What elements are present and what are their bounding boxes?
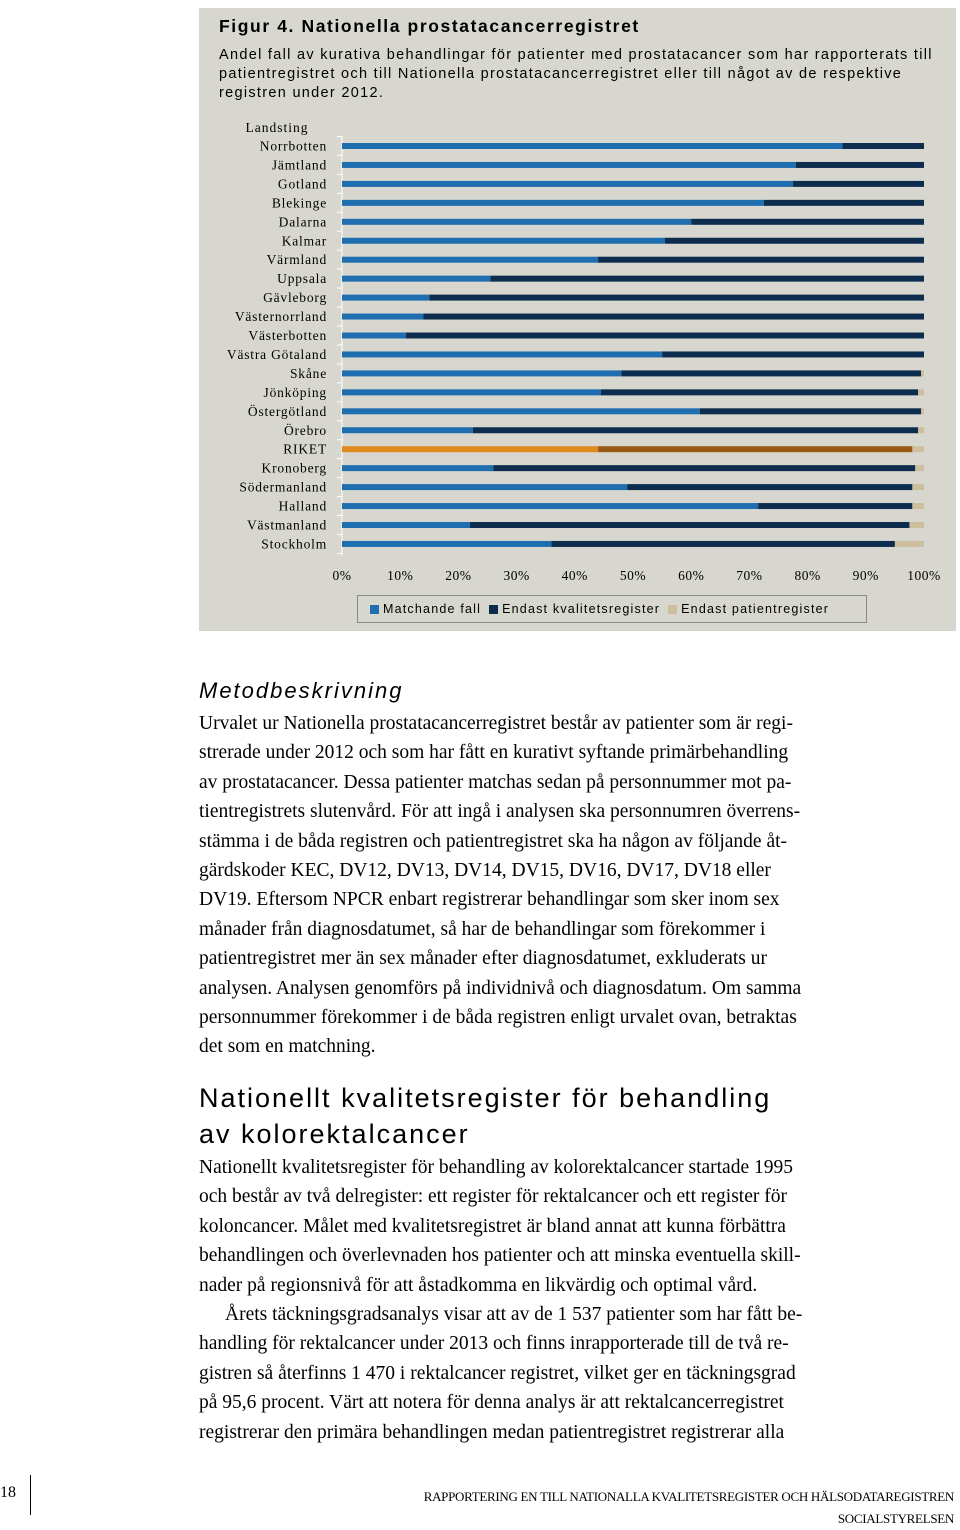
bar-segment — [621, 370, 921, 376]
category-label: Värmland — [266, 252, 327, 268]
kolorektal-line: Nationellt kvalitetsregister för behandling av kolorektalcancer startade 1995 — [199, 1157, 793, 1178]
kolorektal-paragraph-1 — [199, 1153, 954, 1300]
bar-segment — [490, 276, 924, 282]
bar-segment — [918, 427, 924, 433]
category-label: Jämtland — [271, 157, 327, 173]
bar-segment — [764, 200, 924, 206]
page-number: 18 — [0, 1484, 16, 1501]
category-label: Västmanland — [246, 517, 327, 533]
bar-segment — [909, 522, 924, 528]
category-label: Halland — [278, 498, 327, 514]
bar-segment — [342, 446, 598, 452]
bar-segment — [470, 522, 909, 528]
kolorektal-heading — [199, 1080, 899, 1152]
bar-segment — [342, 238, 665, 244]
kolorektal-line: handling för rektalcancer under 2013 och finns inrapporterade till de två re- — [199, 1333, 789, 1355]
kolorektal-line: på 95,6 procent. Värt att notera för denna analys är att rektalcancerregistret — [199, 1392, 784, 1414]
kolorektal-paragraph-2 — [199, 1300, 954, 1447]
bar-segment — [342, 351, 662, 357]
bar-segment — [601, 389, 918, 395]
x-tick-label: 100% — [907, 568, 941, 583]
bar-segment — [665, 238, 924, 244]
metod-line: gärdskoder KEC, DV12, DV13, DV14, DV15, DV16, DV17, DV18 eller — [199, 860, 771, 882]
metod-line: DV19. Eftersom NPCR enbart registrerar behandlingar som sker inom sex — [199, 889, 780, 911]
bar-segment — [342, 333, 406, 339]
kolorektal-heading-line: av kolorektalcancer — [199, 1119, 470, 1149]
legend-swatch-kvalitetsregister — [489, 605, 498, 614]
category-label: Kronoberg — [261, 460, 327, 476]
bar-segment — [342, 200, 764, 206]
x-tick-label: 80% — [794, 568, 821, 583]
legend-label-matchande: Matchande fall — [383, 602, 482, 616]
category-label: Jönköping — [263, 384, 327, 400]
bar-segment — [921, 370, 924, 376]
footer-report-title: RAPPORTERING EN TILL NATIONALLA KVALITETSREGISTER OCH HÄLSODATAREGISTREN — [423, 1489, 954, 1504]
x-tick-label: 20% — [445, 568, 472, 583]
bar-segment — [598, 257, 924, 263]
bar-segment — [473, 427, 918, 433]
bar-segment — [552, 541, 895, 547]
kolorektal-line: koloncancer. Målet med kvalitetsregistret är bland annat att kunna förbättra — [199, 1215, 786, 1237]
x-tick-label: 50% — [619, 568, 647, 583]
x-tick-label: 30% — [503, 568, 530, 583]
bar-segment — [342, 181, 793, 187]
metod-line: patientregistret mer än sex månader efter diagnosdatumet, exkluderats ur — [199, 948, 767, 970]
category-label: Dalarna — [278, 214, 327, 230]
x-tick-label: 60% — [678, 568, 705, 583]
category-label: Södermanland — [239, 479, 327, 495]
legend-item-matchande — [370, 602, 481, 616]
bar-segment — [691, 219, 924, 225]
bar-segment — [342, 219, 691, 225]
bar-segment — [912, 503, 924, 509]
kolorektal-line: nader på regionsnivå för att åstadkomma en likvärdig och optimal vård. — [199, 1274, 758, 1296]
metod-line: månader från diagnosdatumet, så har de behandlingar som förekommer i — [199, 918, 766, 940]
metod-line: stämma i de båda registren och patientregistret ska ha någon av följande åt- — [199, 830, 788, 852]
category-label: Västra Götaland — [226, 346, 327, 362]
category-label: Västerbotten — [248, 328, 327, 343]
bar-segment — [342, 162, 796, 168]
figure-box — [199, 8, 956, 631]
bar-segment — [429, 295, 924, 301]
stacked-bar-chart — [199, 8, 956, 631]
footer-text — [424, 1486, 954, 1530]
metod-line: av prostatacancer. Dessa patienter matchas sedan på personnummer mot pa- — [199, 771, 792, 793]
category-label: Kalmar — [281, 233, 327, 249]
bar-segment — [342, 484, 627, 490]
footer-publisher: SOCIALSTYRELSEN — [837, 1511, 954, 1526]
bar-segment — [342, 503, 758, 509]
bar-segment — [342, 465, 493, 471]
bar-segment — [342, 257, 598, 263]
metod-heading: Metodbeskrivning — [199, 678, 404, 703]
legend-label-patientregister: Endast patientregister — [681, 602, 830, 616]
x-tick-label: 90% — [852, 568, 879, 583]
bar-segment — [598, 446, 912, 452]
bar-segment — [342, 408, 700, 414]
figure-caption: Andel fall av kurativa behandlingar för patienter med prostatacancer som har rapporterats till patientregistret och till Nationella prostatacancerregistret eller till något av de respektive registren under 2012. — [219, 47, 933, 101]
bar-segment — [758, 503, 912, 509]
category-label: RIKET — [283, 441, 327, 457]
metod-line: analysen. Analysen genomförs på individnivå och diagnosdatum. Om samma — [199, 977, 802, 999]
bar-segment — [342, 522, 470, 528]
kolorektal-line: behandlingen och överlevnaden hos patienter och att minska eventuella skill- — [199, 1245, 801, 1267]
metod-line: personnummer förekommer i de båda registren enligt urvalet ovan, betraktas — [199, 1007, 797, 1029]
bar-segment — [342, 314, 423, 320]
category-label: Västernorrland — [234, 309, 327, 325]
bar-segment — [796, 162, 924, 168]
bar-segment — [918, 389, 924, 395]
bar-segment — [423, 314, 924, 320]
bar-segment — [406, 333, 924, 339]
legend-swatch-matchande — [370, 605, 379, 614]
bar-segment — [700, 408, 921, 414]
bar-segment — [342, 276, 490, 282]
bar-segment — [912, 446, 924, 452]
bar-segment — [342, 143, 843, 149]
kolorektal-line: Årets täckningsgradsanalys visar att av de 1 537 patienter som har fått be- — [225, 1304, 803, 1325]
legend-swatch-patientregister — [668, 605, 677, 614]
legend-item-kvalitetsregister — [489, 602, 660, 616]
category-label: Gävleborg — [263, 290, 327, 306]
metod-line: tientregistrets slutenvård. För att ingå i analysen ska personnumren överrens- — [199, 801, 801, 823]
bar-segment — [627, 484, 912, 490]
metod-line: Urvalet ur Nationella prostatacancerregistret består av patienter som är regi- — [199, 713, 793, 734]
category-label: Gotland — [277, 176, 327, 192]
x-tick-label: 0% — [332, 568, 352, 583]
bar-segment — [843, 143, 924, 149]
bar-segment — [342, 370, 621, 376]
category-label: Blekinge — [271, 195, 327, 211]
bar-segment — [493, 465, 915, 471]
bar-segment — [662, 351, 924, 357]
kolorektal-line: registrerar den primära behandlingen medan patientregistret registrerar alla — [199, 1421, 785, 1443]
x-tick-label: 70% — [736, 568, 763, 583]
kolorektal-line: och består av två delregister: ett register för rektalcancer och ett register för — [199, 1186, 787, 1208]
category-label: Uppsala — [277, 271, 327, 287]
category-label: Östergötland — [247, 403, 327, 419]
bar-segment — [342, 389, 601, 395]
category-label: Norrbotten — [259, 138, 327, 154]
bar-segment — [912, 484, 924, 490]
x-tick-label: 40% — [561, 568, 588, 583]
legend-item-patientregister — [668, 602, 829, 616]
kolorektal-heading-line: Nationellt kvalitetsregister för behandling — [199, 1083, 772, 1113]
category-axis-title: Landsting — [245, 120, 309, 135]
category-label: Örebro — [283, 422, 327, 438]
category-label: Stockholm — [261, 536, 327, 552]
footer-divider — [30, 1475, 31, 1515]
chart-legend — [357, 595, 867, 623]
legend-label-kvalitetsregister: Endast kvalitetsregister — [502, 602, 661, 616]
x-tick-label: 10% — [387, 568, 414, 583]
metod-paragraph — [199, 709, 954, 1062]
metod-line: strerade under 2012 och som har fått en kurativt syftande primärbehandling — [199, 742, 789, 764]
bar-segment — [793, 181, 924, 187]
bar-segment — [342, 295, 429, 301]
bar-segment — [915, 465, 924, 471]
category-label: Skåne — [290, 365, 327, 381]
metod-line: det som en matchning. — [199, 1036, 376, 1058]
bar-segment — [342, 541, 552, 547]
kolorektal-line: gistren så återfinns 1 470 i rektalcancer registret, vilket ger en täckningsgrad — [199, 1362, 796, 1384]
bar-segment — [921, 408, 924, 414]
bar-segment — [895, 541, 924, 547]
bar-segment — [342, 427, 473, 433]
figure-title: Figur 4. Nationella prostatacancerregistret — [219, 16, 640, 36]
